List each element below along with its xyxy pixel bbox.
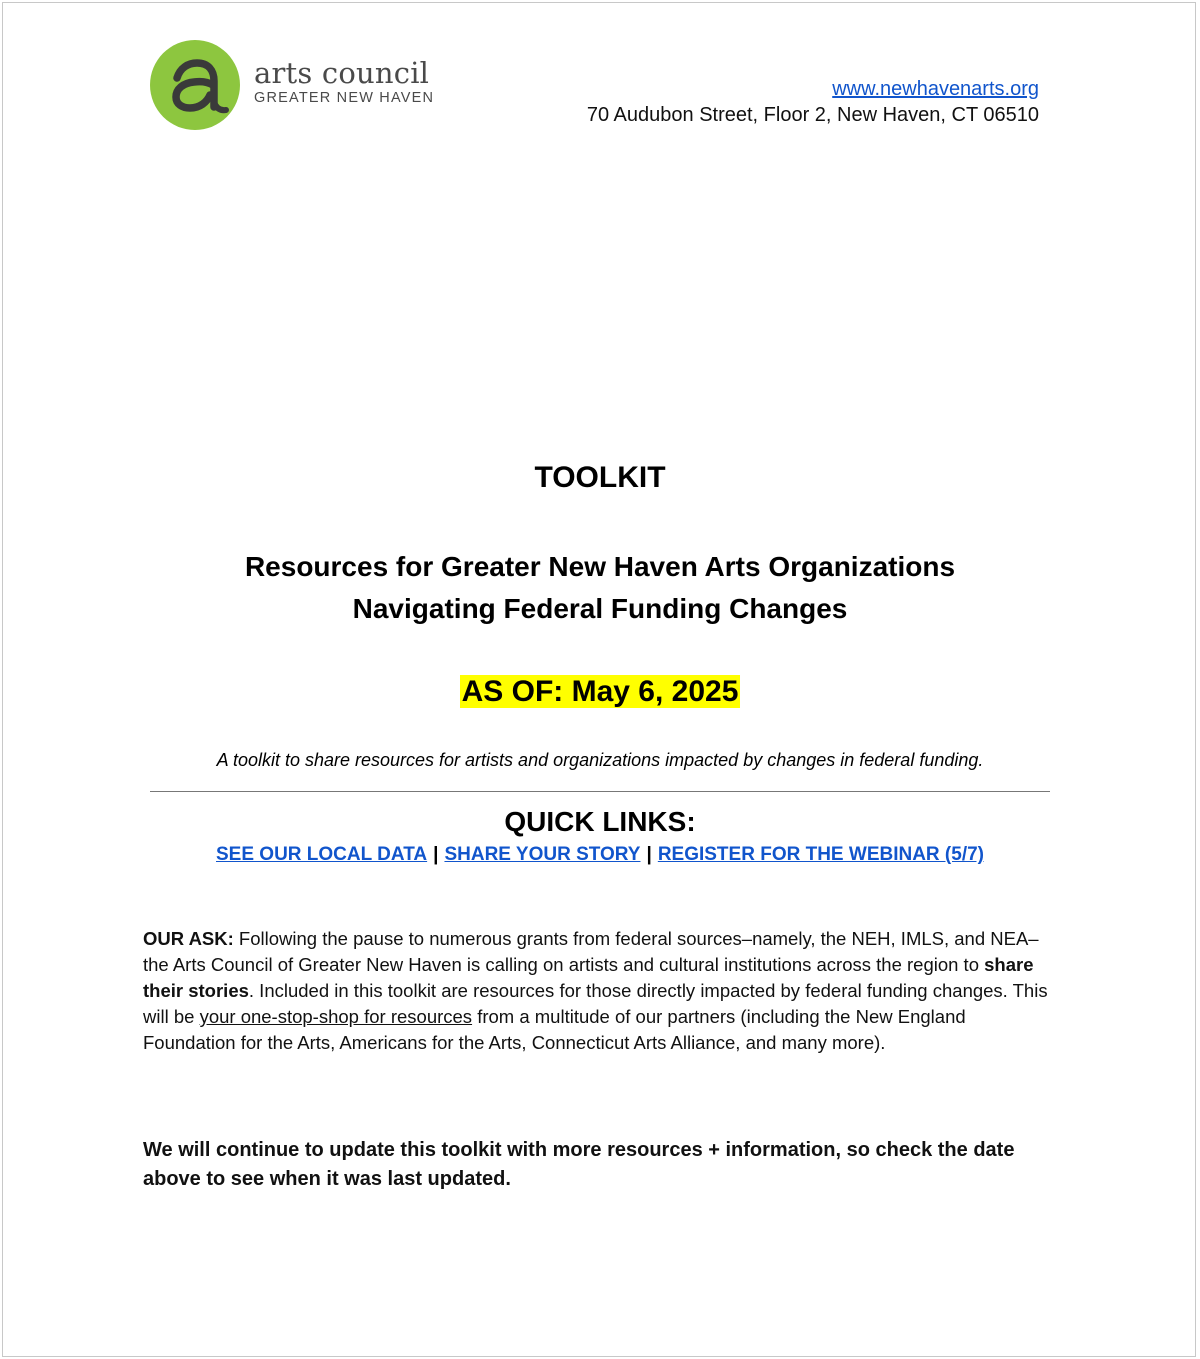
contact-block	[587, 76, 1039, 128]
logo-circle	[150, 40, 240, 130]
website-link[interactable]: www.newhavenarts.org	[832, 78, 1039, 100]
toolkit-subtitle: A toolkit to share resources for artists and organizations impacted by changes in federal funding.	[216, 750, 984, 770]
update-note: We will continue to update this toolkit with more resources + information, so check the date above to see when it was last updated.	[143, 1139, 1015, 1190]
main-heading	[0, 546, 1200, 630]
one-stop-shop-phrase: your one-stop-shop for resources	[199, 1006, 473, 1027]
our-ask-text-3: from a multitude of our partners (including the New England Foundation for the Arts, Americans for the Arts, Connecticut Arts Alliance, and many more).	[143, 1006, 966, 1053]
register-webinar-link[interactable]: REGISTER FOR THE WEBINAR (5/7)	[657, 844, 984, 865]
horizontal-divider	[150, 791, 1050, 792]
address-text: 70 Audubon Street, Floor 2, New Haven, CT 06510	[586, 104, 1039, 126]
link-separator: |	[646, 844, 652, 865]
our-ask-text-2: . Included in this toolkit are resources for those directly impacted by federal funding changes. This will be	[143, 980, 1048, 1027]
main-heading-line2: Navigating Federal Funding Changes	[352, 593, 848, 624]
link-separator: |	[433, 844, 439, 865]
local-data-link[interactable]: SEE OUR LOCAL DATA	[216, 844, 428, 865]
logo-subtitle: GREATER NEW HAVEN	[254, 90, 435, 106]
quick-links-title: QUICK LINKS:	[504, 806, 696, 837]
quick-links-bar	[0, 842, 1200, 868]
logo-text	[254, 57, 434, 107]
main-heading-line1: Resources for Greater New Haven Arts Organizations	[244, 551, 956, 582]
logo-name: arts council	[254, 56, 430, 90]
logo-letter-a-icon	[150, 40, 240, 130]
our-ask-text-1: Following the pause to numerous grants from federal sources–namely, the NEH, IMLS, and NEA–the Arts Council of Greater New Haven is calling on artists and cultural institutions across the region to	[143, 928, 1039, 975]
arts-council-logo[interactable]	[150, 40, 434, 130]
our-ask-lead: OUR ASK:	[143, 928, 234, 949]
as-of-date-block	[0, 673, 1200, 711]
share-stories-phrase: share their stories	[143, 954, 1034, 1001]
as-of-date: AS OF: May 6, 2025	[461, 675, 739, 708]
our-ask-paragraph	[143, 926, 1053, 1056]
share-story-link[interactable]: SHARE YOUR STORY	[444, 844, 641, 865]
page-title: TOOLKIT	[534, 461, 666, 494]
